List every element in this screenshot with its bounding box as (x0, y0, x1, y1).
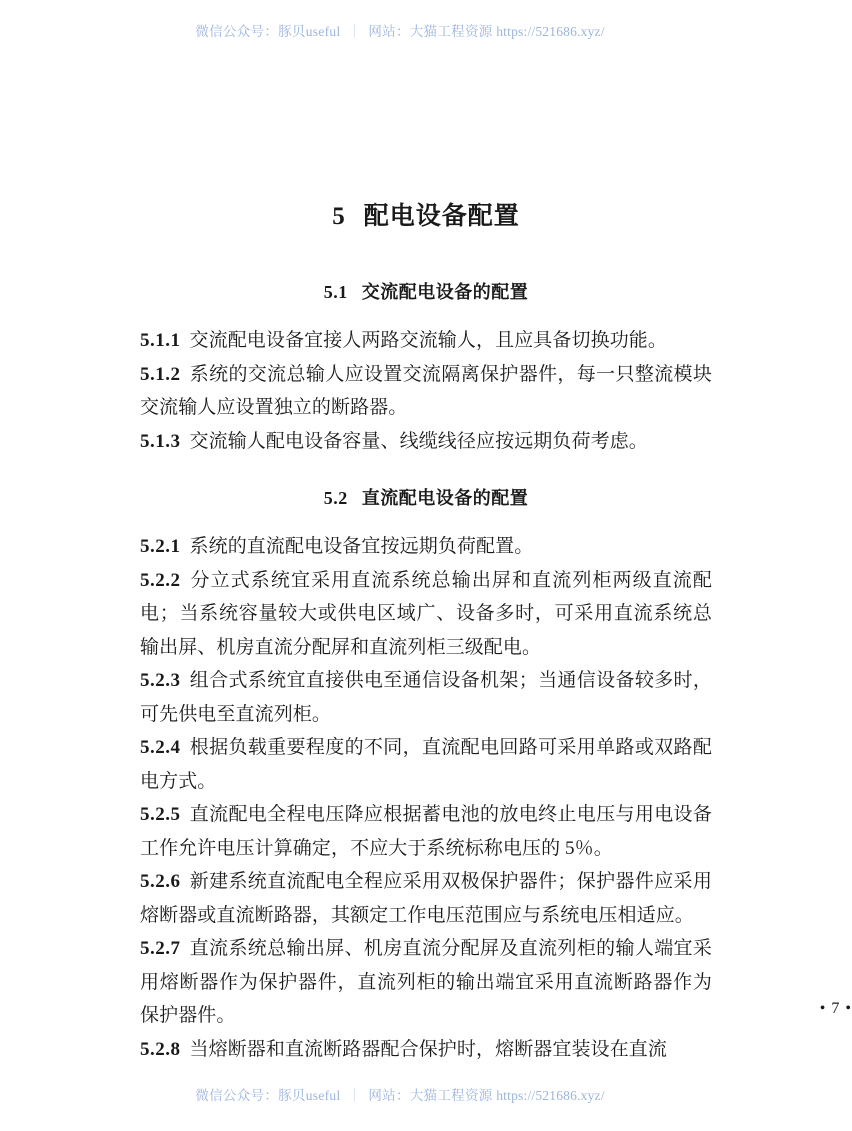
watermark-site-label: 网站：大猫工程资源 (368, 24, 493, 39)
clause-5-1-3 (140, 425, 712, 459)
clause-number: 5.2.1 (140, 536, 181, 557)
section-title: 交流配电设备的配置 (361, 282, 529, 302)
clause-number: 5.1.1 (140, 330, 181, 351)
clause-5-2-4 (140, 731, 712, 798)
clause-5-1-2 (140, 358, 712, 425)
section-title: 直流配电设备的配置 (361, 488, 529, 508)
watermark-wechat-label: 微信公众号：豚贝useful (195, 24, 341, 39)
watermark-url: https://521686.xyz/ (496, 1088, 605, 1103)
watermark-wechat-label: 微信公众号：豚贝useful (195, 1088, 341, 1103)
clause-5-2-6 (140, 865, 712, 932)
clause-number: 5.1.2 (140, 363, 181, 385)
clause-text: 组合式系统宜直接供电至通信设备机架；当通信设备较多时，可先供电至直流列柜。 (140, 670, 712, 725)
clause-5-1-1 (140, 304, 712, 358)
clause-5-2-8 (140, 1033, 712, 1067)
watermark-separator: ｜ (347, 1088, 362, 1103)
clause-text: 直流配电全程电压降应根据蓄电池的放电终止电压与用电设备工作允许电压计算确定，不应大于系统标称电压的 5％。 (140, 804, 712, 859)
page-title-text: 配电设备配置 (363, 203, 520, 230)
page-title-number: 5 (332, 203, 346, 230)
clause-text: 交流输人配电设备容量、线缆线径应按远期负荷考虑。 (189, 430, 648, 452)
clause-5-2-3 (140, 664, 712, 731)
clause-5-2-2 (140, 564, 712, 665)
clause-text: 根据负载重要程度的不同，直流配电回路可采用单路或双路配电方式。 (140, 737, 712, 792)
section-number: 5.2 (323, 488, 348, 508)
clause-text: 交流配电设备宜接人两路交流输人，且应具备切换功能。 (189, 330, 668, 351)
clause-text: 系统的直流配电设备宜按远期负荷配置。 (189, 536, 534, 557)
document-content (140, 0, 852, 1066)
watermark-bottom (0, 1084, 800, 1104)
section-heading-5-2 (140, 458, 712, 510)
watermark-site-label: 网站：大猫工程资源 (368, 1088, 493, 1103)
page-number: • 7 • (819, 1000, 852, 1017)
clause-number: 5.2.6 (140, 871, 181, 892)
clause-number: 5.2.7 (140, 938, 181, 959)
section-heading-5-1 (140, 232, 712, 304)
clause-text: 新建系统直流配电全程应采用双极保护器件；保护器件应采用熔断器或直流断路器，其额定工作电压范围应与系统电压相适应。 (140, 871, 712, 926)
watermark-url: https://521686.xyz/ (496, 24, 605, 39)
clause-5-2-5 (140, 798, 712, 865)
page-title (140, 0, 712, 232)
clause-number: 5.2.2 (140, 569, 181, 591)
watermark-separator: ｜ (347, 24, 362, 39)
clause-text: 直流系统总输出屏、机房直流分配屏及直流列柜的输人端宜采用熔断器作为保护器件，直流列柜的输出端宜采用直流断路器作为保护器件。 (140, 938, 712, 1026)
clause-number: 5.2.3 (140, 670, 181, 691)
clause-text: 分立式系统宜采用直流系统总输出屏和直流列柜两级直流配电；当系统容量较大或供电区域广、设备多时，可采用直流系统总输出屏、机房直流分配屏和直流列柜三级配电。 (140, 569, 712, 658)
clause-text: 系统的交流总输人应设置交流隔离保护器件，每一只整流模块交流输人应设置独立的断路器。 (140, 363, 712, 418)
clause-number: 5.2.5 (140, 804, 181, 825)
clause-number: 5.1.3 (140, 430, 181, 452)
clause-5-2-1 (140, 510, 712, 564)
section-number: 5.1 (323, 282, 348, 302)
clause-text: 当熔断器和直流断路器配合保护时，熔断器宜装设在直流 (189, 1038, 668, 1060)
clause-number: 5.2.4 (140, 737, 181, 758)
clause-number: 5.2.8 (140, 1038, 181, 1060)
